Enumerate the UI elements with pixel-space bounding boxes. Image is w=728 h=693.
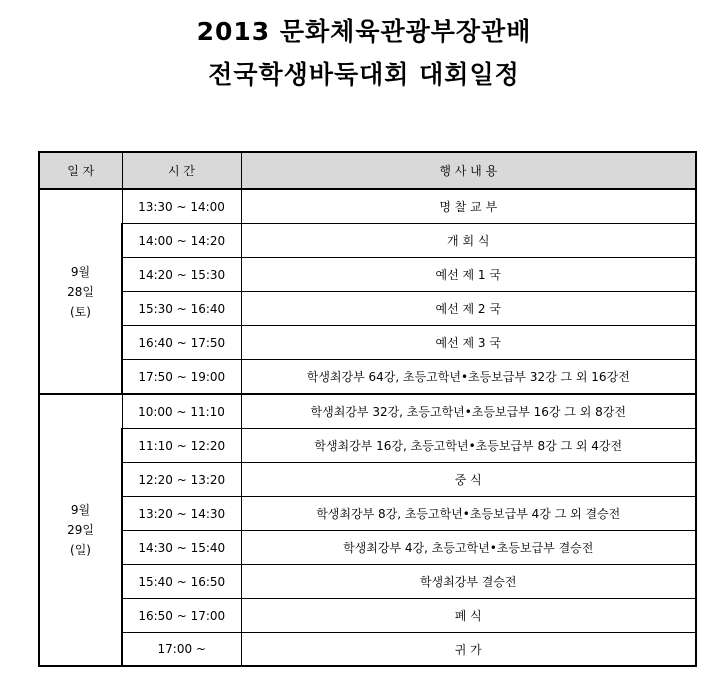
time-cell: 14:00 ~ 14:20 <box>122 224 241 258</box>
time-cell: 10:00 ~ 11:10 <box>122 394 241 429</box>
table-row <box>39 360 696 395</box>
time-cell: 14:20 ~ 15:30 <box>122 258 241 292</box>
table-row <box>39 258 696 292</box>
event-cell: 예선 제 3 국 <box>241 326 696 360</box>
date-day: 28일 <box>67 284 94 299</box>
time-cell: 16:50 ~ 17:00 <box>122 599 241 633</box>
event-cell: 학생최강부 64강, 초등고학년•초등보급부 32강 그 외 16강전 <box>241 360 696 395</box>
header-date: 일 자 <box>39 152 122 189</box>
table-row <box>39 599 696 633</box>
time-cell: 17:50 ~ 19:00 <box>122 360 241 395</box>
time-cell: 14:30 ~ 15:40 <box>122 531 241 565</box>
table-row <box>39 531 696 565</box>
date-cell-day2 <box>39 394 122 666</box>
event-cell: 학생최강부 8강, 초등고학년•초등보급부 4강 그 외 결승전 <box>241 497 696 531</box>
date-day: 29일 <box>67 523 94 537</box>
time-cell: 13:20 ~ 14:30 <box>122 497 241 531</box>
page-title: 2013 문화체육관광부장관배 <box>196 17 532 46</box>
event-cell: 학생최강부 16강, 초등고학년•초등보급부 8강 그 외 4강전 <box>241 429 696 463</box>
event-cell: 학생최강부 32강, 초등고학년•초등보급부 16강 그 외 8강전 <box>241 394 696 429</box>
table-row <box>39 326 696 360</box>
time-cell: 15:30 ~ 16:40 <box>122 292 241 326</box>
event-cell: 명 찰 교 부 <box>241 189 696 224</box>
date-month: 9월 <box>70 264 91 279</box>
event-cell: 폐 식 <box>241 599 696 633</box>
event-cell: 학생최강부 4강, 초등고학년•초등보급부 결승전 <box>241 531 696 565</box>
event-cell: 학생최강부 결승전 <box>241 565 696 599</box>
table-row <box>39 463 696 497</box>
header-time: 시 간 <box>122 152 241 189</box>
date-month: 9월 <box>70 503 91 517</box>
table-row <box>39 497 696 531</box>
table-row <box>39 394 696 429</box>
table-row <box>39 292 696 326</box>
time-cell: 12:20 ~ 13:20 <box>122 463 241 497</box>
event-cell: 귀 가 <box>241 633 696 667</box>
page-subtitle: 전국학생바둑대회 대회일정 <box>208 60 520 89</box>
table-row <box>39 224 696 258</box>
table-row <box>39 429 696 463</box>
table-row <box>39 633 696 667</box>
header-event: 행 사 내 용 <box>241 152 696 189</box>
table-header-row <box>39 152 696 189</box>
time-cell: 16:40 ~ 17:50 <box>122 326 241 360</box>
time-cell: 15:40 ~ 16:50 <box>122 565 241 599</box>
time-cell: 11:10 ~ 12:20 <box>122 429 241 463</box>
time-cell: 17:00 ~ <box>122 633 241 667</box>
event-cell: 예선 제 2 국 <box>241 292 696 326</box>
event-cell: 중 식 <box>241 463 696 497</box>
date-weekday: (토) <box>70 304 91 319</box>
table-row <box>39 189 696 224</box>
date-weekday: (일) <box>70 543 91 557</box>
date-cell-day1 <box>39 189 122 394</box>
event-cell: 예선 제 1 국 <box>241 258 696 292</box>
time-cell: 13:30 ~ 14:00 <box>122 189 241 224</box>
table-row <box>39 565 696 599</box>
event-cell: 개 회 식 <box>241 224 696 258</box>
schedule-table <box>38 151 697 667</box>
